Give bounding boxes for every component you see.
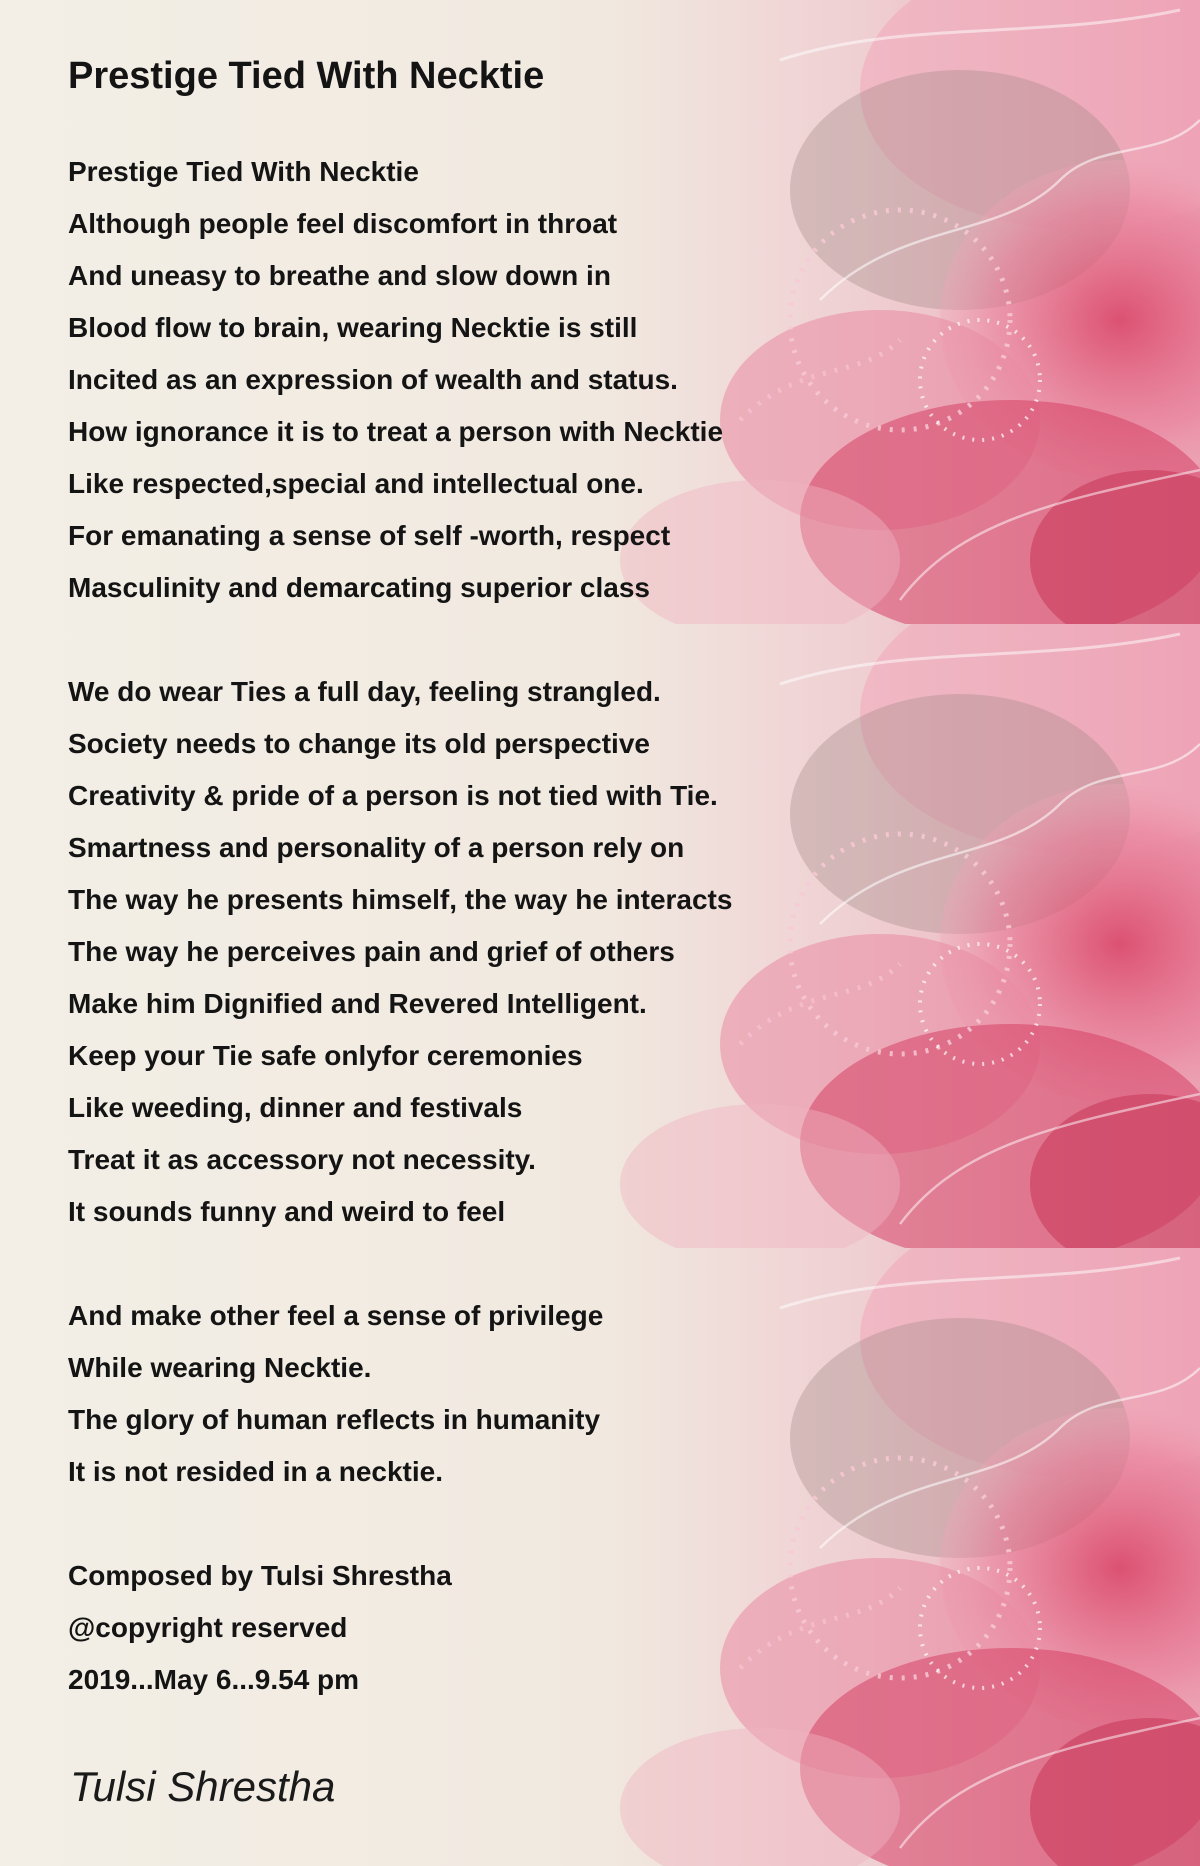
poem-line: Smartness and personality of a person rely on bbox=[68, 832, 685, 863]
poem-content bbox=[68, 48, 1068, 1758]
poem-line: The way he presents himself, the way he interacts bbox=[68, 884, 733, 915]
poem-line: Masculinity and demarcating superior class bbox=[68, 572, 650, 603]
stanza-1 bbox=[68, 146, 1068, 614]
poem-line: How ignorance it is to treat a person with Necktie bbox=[68, 416, 724, 447]
poem-title: Prestige Tied With Necktie bbox=[68, 55, 545, 97]
poem-line: We do wear Ties a full day, feeling strangled. bbox=[68, 676, 661, 707]
poem-line: Keep your Tie safe onlyfor ceremonies bbox=[68, 1040, 583, 1071]
poem-line: While wearing Necktie. bbox=[68, 1352, 372, 1383]
poem-line: Composed by Tulsi Shrestha bbox=[68, 1560, 452, 1591]
poem-line: And make other feel a sense of privilege bbox=[68, 1300, 604, 1331]
poem-line: Prestige Tied With Necktie bbox=[68, 156, 419, 187]
poem-line: Although people feel discomfort in throat bbox=[68, 208, 618, 239]
stanza-3 bbox=[68, 1290, 1068, 1498]
poem-line: The glory of human reflects in humanity bbox=[68, 1404, 601, 1435]
poem-line: The way he perceives pain and grief of others bbox=[68, 936, 675, 967]
poem-line: Like respected,special and intellectual one. bbox=[68, 468, 644, 499]
author-name: Tulsi Shrestha bbox=[70, 1763, 336, 1810]
poem-line: Creativity & pride of a person is not tied with Tie. bbox=[68, 780, 718, 811]
poem-line: Incited as an expression of wealth and status. bbox=[68, 364, 678, 395]
stanza-credits bbox=[68, 1550, 1068, 1706]
poem-line: It sounds funny and weird to feel bbox=[68, 1196, 506, 1227]
poem-line: Society needs to change its old perspective bbox=[68, 728, 650, 759]
poem-line: For emanating a sense of self -worth, respect bbox=[68, 520, 671, 551]
poem-line: It is not resided in a necktie. bbox=[68, 1456, 443, 1487]
stanza-2 bbox=[68, 666, 1068, 1238]
poem-line: Blood flow to brain, wearing Necktie is still bbox=[68, 312, 638, 343]
poem-body bbox=[68, 146, 1068, 1706]
poem-line: 2019...May 6...9.54 pm bbox=[68, 1664, 360, 1695]
poem-line: Like weeding, dinner and festivals bbox=[68, 1092, 523, 1123]
poem-line: @copyright reserved bbox=[68, 1612, 348, 1643]
poem-line: And uneasy to breathe and slow down in bbox=[68, 260, 611, 291]
poem-line: Treat it as accessory not necessity. bbox=[68, 1144, 536, 1175]
poem-line: Make him Dignified and Revered Intelligent. bbox=[68, 988, 647, 1019]
